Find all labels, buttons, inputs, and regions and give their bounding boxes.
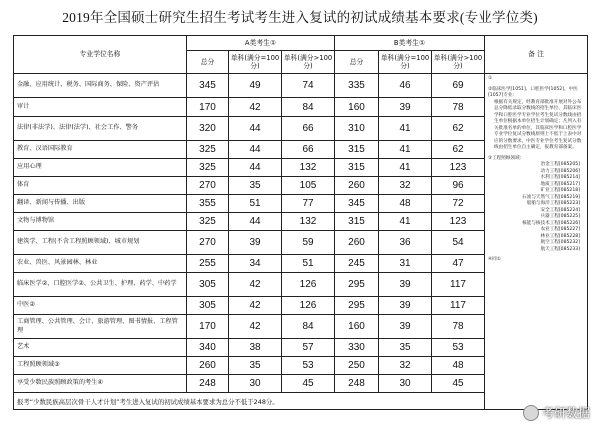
note-2-head: ②临床医学[1051]、口腔医学[1052]、中医[1057]专业: xyxy=(488,86,578,99)
b-total: 160 xyxy=(335,315,379,339)
b-single-gt100: 69 xyxy=(432,74,485,98)
field-item: 水利工程[085214] xyxy=(540,175,580,181)
b-single-le100: 39 xyxy=(379,98,432,117)
header-a-single-gt100: 单科(满分>100分) xyxy=(282,51,335,74)
field-item: 安全工程[085224] xyxy=(540,207,580,213)
header-b-single-le100: 单科(满分=100分) xyxy=(379,51,432,74)
field-item: 动力工程[085206] xyxy=(540,168,580,174)
b-total: 315 xyxy=(335,141,379,159)
field-item: 船舶与海洋工程[085223] xyxy=(526,201,580,207)
a-total: 305 xyxy=(187,297,229,315)
b-single-gt100: 62 xyxy=(432,141,485,159)
page-title: 2019年全国硕士研究生招生考试考生进入复试的初试成绩基本要求(专业学位类) xyxy=(62,10,538,25)
a-single-le100: 44 xyxy=(229,213,282,231)
field-item: 冶金工程[085205] xyxy=(540,162,580,168)
wechat-icon xyxy=(523,405,539,421)
subject-name: 翻译、新闻与传播、出版 xyxy=(14,195,187,213)
b-single-le100: 32 xyxy=(379,357,432,375)
field-item: 林业工程[085228] xyxy=(540,233,580,239)
a-total: 170 xyxy=(187,315,229,339)
a-single-gt100: 51 xyxy=(282,255,335,273)
a-single-le100: 38 xyxy=(229,339,282,357)
a-total: 170 xyxy=(187,98,229,117)
b-total: 260 xyxy=(335,231,379,255)
subject-name: 享受少数民族照顾政策的考生④ xyxy=(14,375,187,393)
a-total: 340 xyxy=(187,339,229,357)
b-single-gt100: 48 xyxy=(432,357,485,375)
b-single-gt100: 54 xyxy=(432,231,485,255)
b-single-le100: 41 xyxy=(379,159,432,177)
b-single-gt100: 53 xyxy=(432,339,485,357)
note-4: ④同① xyxy=(488,257,501,263)
b-total: 260 xyxy=(335,177,379,195)
b-single-gt100: 78 xyxy=(432,315,485,339)
b-total: 310 xyxy=(335,117,379,141)
b-single-le100: 41 xyxy=(379,117,432,141)
note-1: ① xyxy=(488,76,493,81)
a-single-le100: 35 xyxy=(229,357,282,375)
a-single-le100: 44 xyxy=(229,117,282,141)
b-single-le100: 35 xyxy=(379,339,432,357)
header-a-total: 总分 xyxy=(187,51,229,74)
a-single-gt100: 105 xyxy=(282,177,335,195)
watermark-text: 考研数据 xyxy=(541,406,590,420)
header-subject: 专业学位名称 xyxy=(14,36,187,74)
subject-name: 建筑学、工程(不含工程照顾领域)、城市规划 xyxy=(14,231,187,255)
a-single-gt100: 57 xyxy=(282,339,335,357)
a-single-gt100: 45 xyxy=(282,375,335,393)
a-single-le100: 30 xyxy=(229,375,282,393)
a-total: 325 xyxy=(187,213,229,231)
subject-name: 教育、汉语国际教育 xyxy=(14,141,187,159)
header-b-total: 总分 xyxy=(335,51,379,74)
header-zone-b: B类考生① xyxy=(335,36,485,51)
a-single-gt100: 84 xyxy=(282,315,335,339)
note-2-body: 根据有关规定，经教育部批准开展对外公布总分降低录取分数线的招生单位，其临床医学和口腔医学专业学位考生复试分数线由招生单位根据本单位招生计划确定；凡列入有关批准名单的单位，其临床医学和口腔医学专业学位复试分数线原则上不低于上表中对应的分数要求。中医专业学位考生复试分数线由招生单位自主确定，报教育部备案。 xyxy=(494,99,582,151)
b-single-le100: 30 xyxy=(379,375,432,393)
footnote: 报考“少数民族高层次骨干人才计划”考生进入复试的初试成绩基本要求为总分不低于248分。 xyxy=(14,393,485,410)
field-item: 核能与核技术工程[085226] xyxy=(522,220,580,226)
b-total: 315 xyxy=(335,159,379,177)
a-single-le100: 35 xyxy=(229,177,282,195)
a-single-le100: 44 xyxy=(229,159,282,177)
a-single-le100: 34 xyxy=(229,255,282,273)
a-total: 260 xyxy=(187,357,229,375)
a-total: 248 xyxy=(187,375,229,393)
a-single-gt100: 53 xyxy=(282,357,335,375)
b-single-le100: 31 xyxy=(379,255,432,273)
b-total: 248 xyxy=(335,375,379,393)
b-single-le100: 39 xyxy=(379,297,432,315)
a-single-gt100: 77 xyxy=(282,195,335,213)
a-single-le100: 51 xyxy=(229,195,282,213)
subject-name: 应用心理 xyxy=(14,159,187,177)
subject-name: 临床医学②、口腔医学②、公共卫生、护理、药学、中药学 xyxy=(14,273,187,297)
header-a-single-le100: 单科(满分=100分) xyxy=(229,51,282,74)
a-single-gt100: 84 xyxy=(282,98,335,117)
b-single-gt100: 117 xyxy=(432,273,485,297)
subject-name: 工商管理、公共管理、会计、旅游管理、图书情报、工程管理 xyxy=(14,315,187,339)
b-total: 295 xyxy=(335,273,379,297)
b-single-le100: 32 xyxy=(379,177,432,195)
field-item: 矿业工程[085218] xyxy=(540,188,580,194)
b-single-le100: 48 xyxy=(379,195,432,213)
b-single-gt100: 62 xyxy=(432,117,485,141)
a-total: 320 xyxy=(187,117,229,141)
a-total: 325 xyxy=(187,159,229,177)
b-single-le100: 39 xyxy=(379,315,432,339)
a-total: 270 xyxy=(187,177,229,195)
a-single-gt100: 74 xyxy=(282,74,335,98)
a-single-gt100: 126 xyxy=(282,273,335,297)
field-item: 地质工程[085217] xyxy=(540,181,580,187)
note-3-head: ③工程照顾领域: xyxy=(488,155,522,161)
header-zone-a: A类考生① xyxy=(187,36,335,51)
b-single-le100: 36 xyxy=(379,231,432,255)
field-item: 石油与天然气工程[085219] xyxy=(522,194,580,200)
a-single-gt100: 132 xyxy=(282,159,335,177)
remarks-cell xyxy=(485,74,588,410)
b-single-le100: 41 xyxy=(379,141,432,159)
a-single-le100: 42 xyxy=(229,315,282,339)
subject-name: 文物与博物馆 xyxy=(14,213,187,231)
a-total: 355 xyxy=(187,195,229,213)
a-single-le100: 42 xyxy=(229,297,282,315)
a-single-le100: 42 xyxy=(229,98,282,117)
subject-name: 工程照顾领域③ xyxy=(14,357,187,375)
field-item: 航空工程[085232] xyxy=(540,240,580,246)
b-single-gt100: 45 xyxy=(432,375,485,393)
b-single-gt100: 72 xyxy=(432,195,485,213)
b-total: 245 xyxy=(335,255,379,273)
a-total: 325 xyxy=(187,141,229,159)
a-single-le100: 39 xyxy=(229,231,282,255)
a-single-gt100: 59 xyxy=(282,231,335,255)
a-total: 270 xyxy=(187,231,229,255)
b-total: 330 xyxy=(335,339,379,357)
b-single-gt100: 117 xyxy=(432,297,485,315)
subject-name: 金融、应用统计、税务、国际商务、保险、资产评估 xyxy=(14,74,187,98)
b-single-le100: 41 xyxy=(379,213,432,231)
subject-name: 农业、兽医、风景园林、林业 xyxy=(14,255,187,273)
a-single-gt100: 132 xyxy=(282,213,335,231)
watermark xyxy=(523,404,590,421)
a-single-gt100: 66 xyxy=(282,117,335,141)
b-total: 315 xyxy=(335,213,379,231)
b-total: 160 xyxy=(335,98,379,117)
b-single-gt100: 47 xyxy=(432,255,485,273)
table-row xyxy=(14,74,588,98)
field-item: 航天工程[085233] xyxy=(540,246,580,252)
subject-name: 中医② xyxy=(14,297,187,315)
b-single-le100: 46 xyxy=(379,74,432,98)
subject-name: 审计 xyxy=(14,98,187,117)
score-table xyxy=(13,35,588,410)
a-total: 255 xyxy=(187,255,229,273)
subject-name: 艺术 xyxy=(14,339,187,357)
a-single-le100: 49 xyxy=(229,74,282,98)
a-single-le100: 44 xyxy=(229,141,282,159)
a-single-gt100: 126 xyxy=(282,297,335,315)
a-total: 345 xyxy=(187,74,229,98)
b-total: 335 xyxy=(335,74,379,98)
b-single-gt100: 78 xyxy=(432,98,485,117)
b-total: 295 xyxy=(335,297,379,315)
header-remarks: 备 注 xyxy=(485,36,588,74)
field-item: 农业工程[085227] xyxy=(540,227,580,233)
b-single-le100: 39 xyxy=(379,273,432,297)
a-total: 305 xyxy=(187,273,229,297)
subject-name: 法律(非法学)、法律(法学)、社会工作、警务 xyxy=(14,117,187,141)
a-single-gt100: 66 xyxy=(282,141,335,159)
b-single-gt100: 123 xyxy=(432,159,485,177)
header-b-single-gt100: 单科(满分>100分) xyxy=(432,51,485,74)
b-single-gt100: 123 xyxy=(432,213,485,231)
subject-name: 体育 xyxy=(14,177,187,195)
field-item: 兵器工程[085225] xyxy=(540,214,580,220)
b-single-gt100: 96 xyxy=(432,177,485,195)
b-total: 345 xyxy=(335,195,379,213)
b-total: 250 xyxy=(335,357,379,375)
a-single-le100: 42 xyxy=(229,273,282,297)
